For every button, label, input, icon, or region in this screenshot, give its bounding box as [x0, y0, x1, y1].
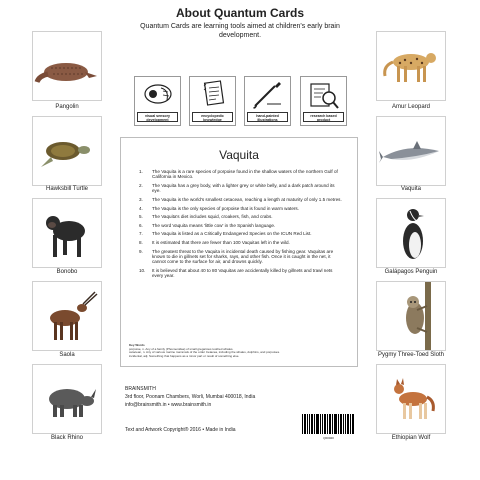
card-label-pangolin: Pangolin — [55, 104, 79, 110]
fact-number: 4. — [139, 205, 143, 211]
feature-hand-painted — [244, 76, 291, 126]
fact-item — [139, 206, 343, 211]
rhino-illustration — [33, 365, 102, 434]
card-hawksbill-turtle — [32, 116, 102, 186]
fact-text: The Vaquita is the world's smallest cetacean, reaching a length at maturity of only 1.5 metres. — [152, 197, 342, 202]
penguin-illustration — [377, 199, 446, 268]
card-label-vaquita: Vaquita — [401, 186, 421, 192]
info-card-title: Vaquita — [219, 148, 259, 162]
fact-number: 10. — [139, 267, 146, 273]
feature-label: encyclopedic knowledge — [192, 112, 233, 122]
card-vaquita — [376, 116, 446, 186]
card-ethiopian-wolf — [376, 364, 446, 434]
fact-text: The Vaquita has a grey body, with a lighter grey or white belly, and a dark patch around its eye. — [152, 183, 335, 194]
fact-item — [139, 268, 343, 279]
card-label-pygmy-sloth: Pygmy Three-Toed Sloth — [378, 352, 444, 358]
card-saola — [32, 281, 102, 351]
fact-item — [139, 214, 343, 219]
feature-visual-sensory — [134, 76, 181, 126]
fact-text: The Vaquita is a rare species of porpoise found in the shallow waters of the northern Gulf of California in Mexico. — [152, 169, 338, 180]
card-pygmy-sloth — [376, 281, 446, 351]
feature-label: hand-painted illustrations — [247, 112, 288, 122]
barcode — [301, 414, 356, 440]
feature-research-based — [300, 76, 347, 126]
sloth-illustration — [377, 282, 446, 351]
fact-text: The Vaquita is listed as a Critically Endangered Species on the ICUN Red List. — [152, 231, 312, 237]
card-bonobo — [32, 198, 102, 268]
publisher-info — [125, 385, 325, 409]
publisher-name: BRAINSMITH — [125, 386, 156, 392]
magnifier-icon — [305, 80, 343, 112]
card-label-galapagos-penguin: Galápagos Penguin — [384, 269, 438, 275]
feature-label: research based product — [303, 112, 344, 122]
card-black-rhino — [32, 364, 102, 434]
pangolin-illustration — [33, 32, 102, 101]
fact-item — [139, 249, 343, 265]
vaquita-illustration — [377, 117, 446, 186]
fact-text: It is believed that about 40 to 80 Vaquitas are accidentally killed by gillnets and trawl nets every year. — [152, 267, 333, 279]
feature-encyclopedic — [189, 76, 236, 126]
saola-illustration — [33, 282, 102, 351]
bonobo-illustration — [33, 199, 102, 268]
fact-text: The Vaquita's diet includes squid, croakers, fish, and crabs. — [152, 214, 273, 220]
fact-item — [139, 197, 343, 202]
wolf-illustration — [377, 365, 446, 434]
key-word-line: porpoise, n. Any of a family (Phocoenidae) of small gregarious toothed whales. — [129, 346, 234, 351]
card-galapagos-penguin — [376, 198, 446, 268]
copyright-text: Text and Artwork Copyright® 2016 • Made in India — [125, 427, 236, 433]
card-pangolin — [32, 31, 102, 101]
leopard-illustration — [377, 32, 446, 101]
card-label-ethiopian-wolf: Ethiopian Wolf — [391, 435, 431, 441]
fact-item — [139, 223, 343, 228]
page-title: About Quantum Cards — [176, 6, 304, 20]
fact-item — [139, 169, 343, 180]
card-label-saola: Saola — [59, 352, 75, 358]
feature-label: visual sensory development — [137, 112, 178, 122]
key-words — [129, 344, 349, 358]
card-label-black-rhino: Black Rhino — [50, 435, 83, 441]
page-subtitle: Quantum Cards are learning tools aimed at children's early brain development. — [140, 23, 340, 39]
barcode-number: Q00020 — [323, 436, 334, 440]
eye-brain-icon — [139, 80, 177, 112]
barcode-icon — [301, 414, 356, 434]
paintbrush-icon — [249, 80, 287, 112]
fact-item — [139, 240, 343, 245]
publisher-contact: info@brainsmith.in • www.brainsmith.in — [125, 402, 212, 408]
key-words-heading: Key Words — [129, 343, 145, 347]
facts-list — [139, 169, 343, 282]
publisher-address: 3rd floor, Poonam Chambers, Worli, Mumbai 400018, India — [125, 394, 256, 400]
fact-number: 1. — [139, 169, 143, 174]
fact-item — [139, 183, 343, 194]
card-label-hawksbill-turtle: Hawksbill Turtle — [45, 186, 88, 192]
card-label-bonobo: Bonobo — [56, 269, 78, 275]
card-label-amur-leopard: Amur Leopard — [391, 104, 431, 110]
fact-number: 5. — [139, 214, 143, 220]
fact-item — [139, 231, 343, 236]
key-word-line: incidental, adj. Something that happens as a minor part or result of something else. — [129, 353, 240, 358]
fact-number: 8. — [139, 239, 143, 245]
fact-text: It is estimated that there are fewer than 100 Vaquitas left in the wild. — [152, 239, 290, 245]
fact-number: 3. — [139, 197, 143, 202]
fact-text: The word Vaquita means 'little cow' in the Spanish language. — [152, 222, 276, 228]
fact-number: 6. — [139, 222, 143, 228]
fact-number: 7. — [139, 231, 143, 237]
card-amur-leopard — [376, 31, 446, 101]
document-icon — [194, 80, 232, 112]
key-word-line: cetacean, n. Any of various marine mammals of the order Cetacea, including the whales, dolphins, and porpoises. — [129, 350, 280, 355]
fact-text: The Vaquita is the only species of porpoise that is found in warm waters. — [152, 205, 299, 211]
info-card — [120, 137, 358, 367]
fact-number: 2. — [139, 183, 143, 188]
fact-number: 9. — [139, 248, 143, 254]
fact-text: The greatest threat to the Vaquita is incidental death caused by fishing gear. Vaquitas are known to die in gillnets set for sharks, rays, and other fish. Once it is caught in the net, it cannot come to the surface for air, and drowns quickly. — [152, 248, 334, 265]
turtle-illustration — [33, 117, 102, 186]
